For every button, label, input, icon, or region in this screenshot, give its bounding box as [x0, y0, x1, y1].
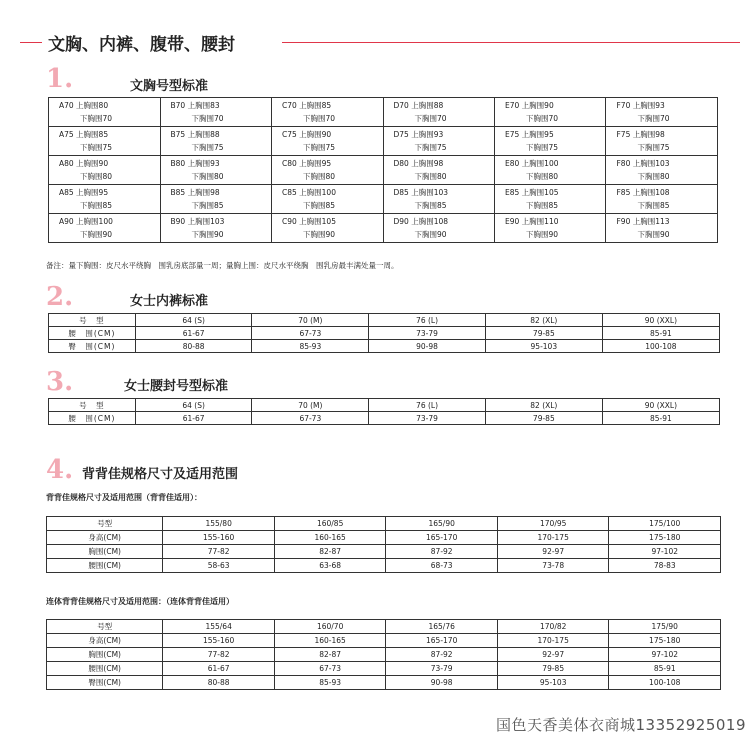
upper-bust-label: A75 上胸围85: [59, 130, 109, 139]
bra-size-cell: [495, 127, 606, 156]
under-bust-label: 下胸围80: [414, 172, 447, 181]
table-row: [49, 214, 718, 243]
under-bust-label: 下胸围85: [191, 201, 224, 210]
upper-bust-label: F70 上胸围93: [616, 101, 665, 110]
upper-bust-label: D70 上胸围88: [393, 101, 444, 110]
under-bust-label: 下胸围85: [637, 201, 670, 210]
table-cell: 175/90: [609, 620, 721, 634]
table-cell: 170-175: [497, 531, 609, 545]
table-cell: 79-85: [485, 327, 602, 340]
table-cell: 160/70: [274, 620, 386, 634]
table-cell: 77-82: [163, 545, 275, 559]
section-number: 1.: [46, 64, 74, 94]
table-cell: 61-67: [135, 327, 252, 340]
table-cell: 64 (S): [135, 399, 252, 412]
vest-size-table: [46, 516, 721, 573]
under-bust-label: 下胸围80: [303, 172, 336, 181]
table-cell: 73-79: [386, 662, 498, 676]
table-cell: 87-92: [386, 648, 498, 662]
upper-bust-label: B75 上胸围88: [170, 130, 220, 139]
upper-bust-label: F85 上胸围108: [616, 188, 670, 197]
bodysuit-subtitle: 连体背背佳规格尺寸及适用范围：（连体背背佳适用）: [46, 597, 234, 606]
under-bust-label: 下胸围70: [637, 114, 670, 123]
table-row: [47, 517, 721, 531]
table-cell: 92-97: [497, 648, 609, 662]
table-cell: 70 (M): [252, 314, 369, 327]
table-cell: 73-79: [369, 412, 486, 425]
bra-size-cell: [160, 98, 272, 127]
bra-size-cell: [49, 127, 161, 156]
bra-size-cell: [383, 98, 495, 127]
table-cell: 79-85: [485, 412, 602, 425]
table-row: [49, 412, 720, 425]
row-label: 号 型: [49, 399, 136, 412]
table-cell: 100-108: [609, 676, 721, 690]
under-bust-label: 下胸围90: [303, 230, 336, 239]
table-cell: 82-87: [274, 545, 386, 559]
table-cell: 160-165: [274, 531, 386, 545]
bra-size-cell: [495, 185, 606, 214]
upper-bust-label: B70 上胸围83: [170, 101, 220, 110]
bra-size-cell: [383, 156, 495, 185]
under-bust-label: 下胸围75: [80, 143, 113, 152]
upper-bust-label: A80 上胸围90: [59, 159, 109, 168]
section-title: 女士腰封号型标准: [124, 379, 229, 394]
table-row: [49, 340, 720, 353]
bra-size-table: [48, 97, 718, 243]
table-row: [49, 314, 720, 327]
upper-bust-label: D90 上胸围108: [393, 217, 449, 226]
table-row: [49, 156, 718, 185]
under-bust-label: 下胸围85: [414, 201, 447, 210]
row-label: 腰 围(CM): [49, 412, 136, 425]
table-cell: 82 (XL): [485, 314, 602, 327]
section-3-heading: [46, 367, 346, 397]
under-bust-label: 下胸围80: [191, 172, 224, 181]
upper-bust-label: B85 上胸围98: [170, 188, 220, 197]
upper-bust-label: A70 上胸围80: [59, 101, 109, 110]
under-bust-label: 下胸围75: [526, 143, 559, 152]
row-label: 身高(CM): [47, 531, 163, 545]
bra-size-cell: [606, 185, 718, 214]
under-bust-label: 下胸围70: [303, 114, 336, 123]
upper-bust-label: E90 上胸围110: [505, 217, 559, 226]
row-label: 号 型: [49, 314, 136, 327]
upper-bust-label: E70 上胸围90: [505, 101, 554, 110]
section-number: 4.: [46, 455, 74, 485]
bra-size-cell: [495, 98, 606, 127]
upper-bust-label: C70 上胸围85: [282, 101, 332, 110]
section-title: 背背佳规格尺寸及适用范围: [82, 467, 239, 482]
upper-bust-label: C85 上胸围100: [282, 188, 336, 197]
bra-size-cell: [606, 214, 718, 243]
table-cell: 80-88: [135, 340, 252, 353]
table-cell: 67-73: [252, 327, 369, 340]
bra-size-cell: [383, 214, 495, 243]
bra-size-cell: [495, 214, 606, 243]
table-cell: 95-103: [497, 676, 609, 690]
under-bust-label: 下胸围70: [191, 114, 224, 123]
under-bust-label: 下胸围85: [303, 201, 336, 210]
bra-size-cell: [49, 156, 161, 185]
page-title: 文胸、内裤、腹带、腰封: [48, 35, 235, 55]
bra-size-cell: [160, 185, 272, 214]
under-bust-label: 下胸围85: [80, 201, 113, 210]
table-cell: 165/76: [386, 620, 498, 634]
table-cell: 87-92: [386, 545, 498, 559]
under-bust-label: 下胸围75: [414, 143, 447, 152]
table-cell: 61-67: [163, 662, 275, 676]
under-bust-label: 下胸围70: [526, 114, 559, 123]
upper-bust-label: D80 上胸围98: [393, 159, 444, 168]
upper-bust-label: F80 上胸围103: [616, 159, 670, 168]
table-cell: 76 (L): [369, 399, 486, 412]
row-label: 腰围(CM): [47, 559, 163, 573]
upper-bust-label: B90 上胸围103: [170, 217, 225, 226]
bra-size-cell: [160, 127, 272, 156]
row-label: 腰 围(CM): [49, 327, 136, 340]
table-cell: 68-73: [386, 559, 498, 573]
upper-bust-label: D75 上胸围93: [393, 130, 444, 139]
table-cell: 67-73: [274, 662, 386, 676]
upper-bust-label: E80 上胸围100: [505, 159, 559, 168]
table-row: [47, 545, 721, 559]
section-2-heading: [46, 282, 346, 312]
table-cell: 155/80: [163, 517, 275, 531]
table-cell: 155/64: [163, 620, 275, 634]
table-cell: 77-82: [163, 648, 275, 662]
table-row: [49, 127, 718, 156]
row-label: 胸围(CM): [47, 648, 163, 662]
table-row: [49, 98, 718, 127]
under-bust-label: 下胸围80: [80, 172, 113, 181]
table-row: [49, 185, 718, 214]
table-cell: 160-165: [274, 634, 386, 648]
table-cell: 61-67: [135, 412, 252, 425]
table-cell: 73-79: [369, 327, 486, 340]
table-row: [47, 676, 721, 690]
under-bust-label: 下胸围90: [191, 230, 224, 239]
under-bust-label: 下胸围75: [303, 143, 336, 152]
upper-bust-label: D85 上胸围103: [393, 188, 449, 197]
upper-bust-label: C80 上胸围95: [282, 159, 332, 168]
measure-note: 备注：量下胸围：皮尺水平绕胸 围乳房底部量一周；量胸上围：皮尺水平绕胸 围乳房最丰满处量一周。: [46, 261, 399, 270]
section-title: 文胸号型标准: [130, 79, 209, 94]
table-cell: 170-175: [497, 634, 609, 648]
waist-size-table: [48, 398, 720, 425]
bra-size-cell: [49, 185, 161, 214]
row-label: 身高(CM): [47, 634, 163, 648]
bra-size-cell: [606, 98, 718, 127]
table-row: [49, 399, 720, 412]
bra-size-cell: [495, 156, 606, 185]
table-cell: 170/95: [497, 517, 609, 531]
under-bust-label: 下胸围90: [80, 230, 113, 239]
table-cell: 80-88: [163, 676, 275, 690]
upper-bust-label: C90 上胸围105: [282, 217, 336, 226]
under-bust-label: 下胸围90: [637, 230, 670, 239]
bra-size-cell: [383, 185, 495, 214]
table-cell: 165-170: [386, 531, 498, 545]
section-1-heading: [46, 64, 346, 94]
header-rule-left: [20, 42, 42, 43]
under-bust-label: 下胸围80: [637, 172, 670, 181]
bra-size-cell: [606, 156, 718, 185]
table-row: [47, 620, 721, 634]
bra-size-cell: [49, 98, 161, 127]
table-cell: 175/100: [609, 517, 721, 531]
table-cell: 85-91: [602, 412, 719, 425]
under-bust-label: 下胸围90: [526, 230, 559, 239]
under-bust-label: 下胸围80: [526, 172, 559, 181]
table-row: [47, 531, 721, 545]
under-bust-label: 下胸围75: [637, 143, 670, 152]
section-title: 女士内裤标准: [130, 294, 209, 309]
bra-size-cell: [160, 214, 272, 243]
section-number: 2.: [46, 282, 74, 312]
table-cell: 95-103: [485, 340, 602, 353]
table-cell: 155-160: [163, 634, 275, 648]
upper-bust-label: B80 上胸围93: [170, 159, 220, 168]
table-row: [47, 559, 721, 573]
table-cell: 63-68: [274, 559, 386, 573]
table-cell: 155-160: [163, 531, 275, 545]
upper-bust-label: C75 上胸围90: [282, 130, 332, 139]
row-label: 号型: [47, 517, 163, 531]
under-bust-label: 下胸围70: [80, 114, 113, 123]
bra-size-cell: [272, 127, 384, 156]
table-cell: 64 (S): [135, 314, 252, 327]
table-cell: 58-63: [163, 559, 275, 573]
upper-bust-label: F90 上胸围113: [616, 217, 670, 226]
table-cell: 78-83: [609, 559, 721, 573]
table-cell: 170/82: [497, 620, 609, 634]
table-cell: 97-102: [609, 648, 721, 662]
table-cell: 165/90: [386, 517, 498, 531]
table-cell: 175-180: [609, 531, 721, 545]
table-cell: 85-91: [609, 662, 721, 676]
table-cell: 85-93: [252, 340, 369, 353]
table-cell: 165-170: [386, 634, 498, 648]
row-label: 号型: [47, 620, 163, 634]
table-row: [47, 634, 721, 648]
row-label: 臀围(CM): [47, 676, 163, 690]
row-label: 腰围(CM): [47, 662, 163, 676]
table-cell: 73-78: [497, 559, 609, 573]
under-bust-label: 下胸围85: [526, 201, 559, 210]
bra-size-cell: [272, 98, 384, 127]
briefs-size-table: [48, 313, 720, 353]
shop-footer: 国色天香美体衣商城13352925019: [496, 716, 746, 734]
table-cell: 100-108: [602, 340, 719, 353]
bra-size-cell: [272, 185, 384, 214]
table-cell: 85-91: [602, 327, 719, 340]
upper-bust-label: F75 上胸围98: [616, 130, 665, 139]
table-cell: 90 (XXL): [602, 399, 719, 412]
table-cell: 70 (M): [252, 399, 369, 412]
table-cell: 79-85: [497, 662, 609, 676]
bra-size-cell: [49, 214, 161, 243]
table-row: [49, 327, 720, 340]
bra-size-cell: [606, 127, 718, 156]
table-cell: 82 (XL): [485, 399, 602, 412]
header-rule-right: [282, 42, 740, 43]
under-bust-label: 下胸围90: [414, 230, 447, 239]
bodysuit-size-table: [46, 619, 721, 690]
upper-bust-label: A85 上胸围95: [59, 188, 109, 197]
table-cell: 92-97: [497, 545, 609, 559]
table-row: [47, 648, 721, 662]
section-number: 3.: [46, 367, 74, 397]
bra-size-cell: [383, 127, 495, 156]
table-cell: 82-87: [274, 648, 386, 662]
vest-subtitle: 背背佳规格尺寸及适用范围（背背佳适用）：: [46, 493, 202, 502]
row-label: 臀 围(CM): [49, 340, 136, 353]
upper-bust-label: A90 上胸围100: [59, 217, 113, 226]
table-cell: 85-93: [274, 676, 386, 690]
under-bust-label: 下胸围75: [191, 143, 224, 152]
bra-size-cell: [160, 156, 272, 185]
row-label: 胸围(CM): [47, 545, 163, 559]
bra-size-cell: [272, 156, 384, 185]
table-cell: 90 (XXL): [602, 314, 719, 327]
under-bust-label: 下胸围70: [414, 114, 447, 123]
table-cell: 67-73: [252, 412, 369, 425]
section-4-heading: [46, 455, 346, 485]
table-cell: 76 (L): [369, 314, 486, 327]
upper-bust-label: E85 上胸围105: [505, 188, 559, 197]
table-cell: 97-102: [609, 545, 721, 559]
table-cell: 90-98: [369, 340, 486, 353]
table-cell: 175-180: [609, 634, 721, 648]
table-cell: 160/85: [274, 517, 386, 531]
table-row: [47, 662, 721, 676]
table-cell: 90-98: [386, 676, 498, 690]
bra-size-cell: [272, 214, 384, 243]
page-header: [20, 30, 740, 55]
upper-bust-label: E75 上胸围95: [505, 130, 554, 139]
